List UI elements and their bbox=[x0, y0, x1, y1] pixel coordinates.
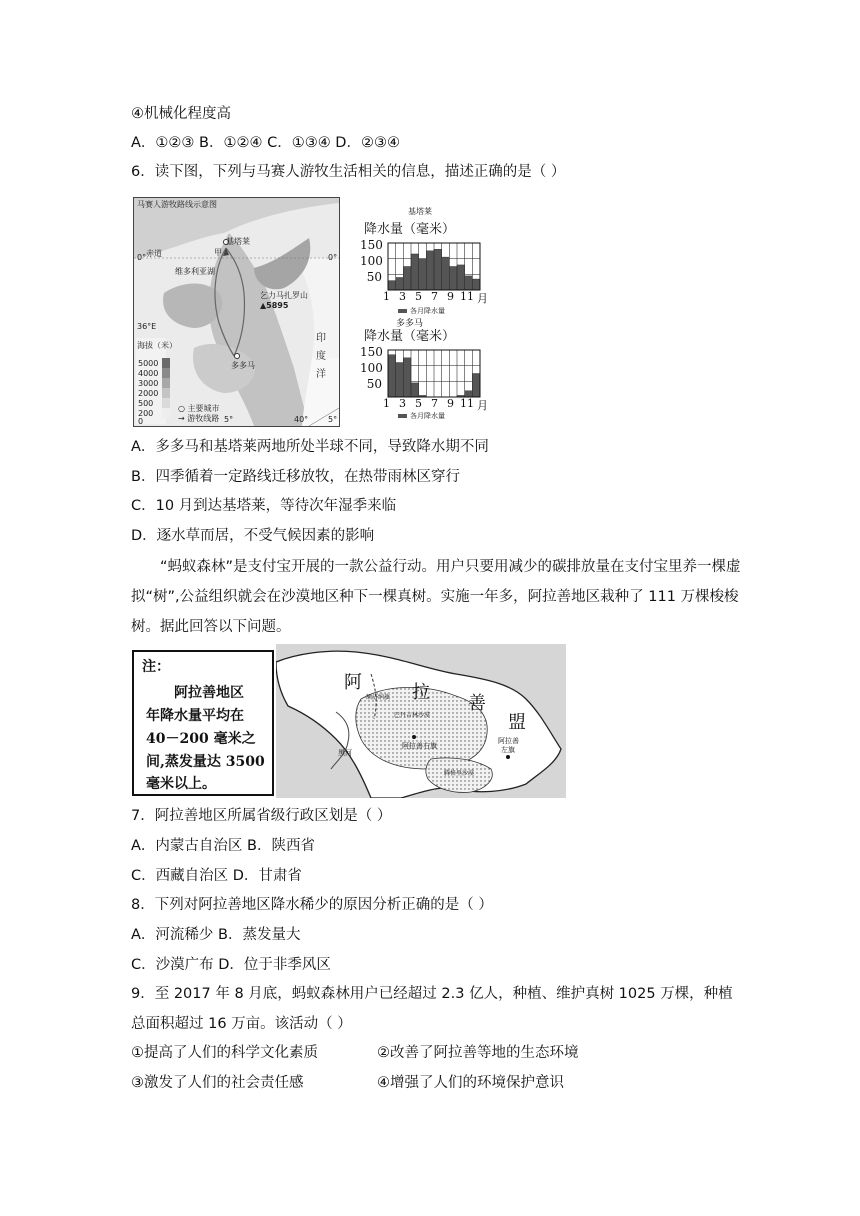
chart2-ytick-100: 100 bbox=[360, 361, 383, 375]
chart1-xtick-1: 1 bbox=[383, 290, 390, 303]
note-line-3: 40－200 毫米之 bbox=[146, 731, 256, 747]
chart2-bar-month-1 bbox=[388, 355, 396, 397]
chart1-bar-month-1 bbox=[388, 281, 396, 290]
q9-option-2: ②改善了阿拉善等地的生态环境 bbox=[377, 1045, 579, 1061]
peak-height: ▲5895 bbox=[260, 301, 289, 310]
map2-char-meng: 盟 bbox=[508, 712, 526, 733]
kitale-label: 基塔莱 bbox=[226, 237, 250, 246]
chart2-ytick-150: 150 bbox=[360, 345, 383, 359]
chart1-ylabel: 降水量（毫米） bbox=[364, 222, 456, 237]
kilimanjaro-label: 乞力马扎罗山 bbox=[260, 291, 308, 300]
indian-ocean-label: 印度洋 bbox=[316, 333, 326, 380]
chart2-bar-month-3 bbox=[403, 358, 411, 397]
q8-options-cd: C．沙漠广布 D．位于非季风区 bbox=[131, 957, 331, 973]
map2-char-a: 阿 bbox=[344, 672, 362, 693]
q5-option-4: ④机械化程度高 bbox=[131, 106, 231, 122]
chart2-ylabel: 降水量（毫米） bbox=[364, 329, 456, 344]
legend-swatch bbox=[398, 309, 407, 313]
lat-5s-left: 5° bbox=[224, 415, 234, 424]
alxa-league-map bbox=[276, 644, 566, 798]
chart2-xunit: 月 bbox=[477, 399, 488, 412]
chart1-bar-month-12 bbox=[472, 279, 480, 290]
chart1-xtick-7: 7 bbox=[431, 290, 438, 303]
map2-char-la: 拉 bbox=[412, 682, 430, 703]
chart2-bar-month-4 bbox=[411, 383, 419, 397]
victoria-label: 维多利亚湖 bbox=[175, 267, 215, 276]
chart1-bar-month-8 bbox=[442, 257, 450, 290]
tengger-label: 腾格里沙漠 bbox=[444, 770, 475, 777]
chart1-title: 基塔莱 bbox=[408, 207, 432, 216]
legend-swatch bbox=[398, 414, 407, 418]
chart2-legend-label: 各月降水量 bbox=[410, 412, 445, 420]
chart1-bar-month-3 bbox=[403, 267, 411, 291]
ejina-label: 额济纳旗 bbox=[366, 694, 391, 701]
q9-stem: 9．至 2017 年 8 月底，蚂蚁森林用户已经超过 2.3 亿人，种植、维护真树 1025 万棵，种植总面积超过 16 万亩。该活动（ ） bbox=[131, 986, 733, 1032]
q9-option-1: ①提高了人们的科学文化素质 bbox=[131, 1045, 318, 1061]
chart1-bar-month-11 bbox=[465, 276, 473, 290]
chart1-bar-month-9 bbox=[449, 267, 457, 291]
map1-title: 马赛人游牧路线示意图 bbox=[137, 200, 217, 209]
chart1-ytick-100: 100 bbox=[360, 254, 383, 268]
chart1-ytick-150: 150 bbox=[360, 238, 383, 252]
chart2-ytick-50: 50 bbox=[366, 377, 382, 391]
q7-options-ab: A．内蒙古自治区 B．陕西省 bbox=[131, 838, 315, 854]
q5-answer-choices: A．①②③ B．①②④ C．①③④ D．②③④ bbox=[131, 135, 400, 151]
elev-2000: 2000 bbox=[138, 389, 159, 398]
heihe-label: 黑河 bbox=[338, 749, 352, 757]
alxa-left-banner-label-2: 左旗 bbox=[501, 746, 515, 754]
chart1-bar-month-10 bbox=[457, 265, 465, 290]
note-line-1: 阿拉善地区 bbox=[174, 685, 244, 701]
note-label: 注： bbox=[142, 659, 170, 675]
elev-0: 0 bbox=[138, 417, 144, 426]
chart1-xtick-5: 5 bbox=[415, 290, 422, 303]
ant-forest-intro: “蚂蚁森林”是支付宝开展的一款公益行动。用户只要用减少的碳排放量在支付宝里养一棵虚拟“树”,公益组织就会在沙漠地区种下一棵真树。实施一年多，阿拉善地区栽种了 111 万棵梭梭树。据此回答以下问题。 bbox=[131, 559, 741, 635]
note-line-2: 年降水量平均在 bbox=[146, 708, 244, 724]
alxa-right-banner-label: 阿拉善右旗 bbox=[402, 742, 437, 750]
q6-option-a: A．多多马和基塔莱两地所处半球不同，导致降水期不同 bbox=[131, 439, 489, 455]
chart1-bar-month-4 bbox=[411, 254, 419, 290]
chart2-bar-month-12 bbox=[472, 374, 480, 398]
legend-route: → 游牧线路 bbox=[178, 414, 220, 423]
alxa-left-banner-label-1: 阿拉善 bbox=[498, 737, 519, 745]
elev-3000: 3000 bbox=[138, 379, 159, 388]
chart1-xtick-9: 9 bbox=[447, 290, 454, 303]
chart1-bar-month-5 bbox=[419, 259, 427, 290]
eq-right-label: 0° bbox=[328, 253, 338, 262]
q8-stem: 8．下列对阿拉善地区降水稀少的原因分析正确的是（ ） bbox=[131, 897, 493, 913]
chart2-xtick-3: 3 bbox=[399, 397, 406, 410]
chart1-xunit: 月 bbox=[477, 292, 488, 305]
chart2-xtick-7: 7 bbox=[431, 397, 438, 410]
lon-36-label: 36°E bbox=[137, 322, 157, 331]
chart1-bar-month-7 bbox=[434, 249, 442, 290]
masai-route-map bbox=[133, 197, 340, 427]
elevation-legend-title: 海拔（米） bbox=[137, 341, 177, 350]
chart1-bar-month-2 bbox=[396, 277, 404, 290]
chart2-bar-month-2 bbox=[396, 363, 404, 397]
badain-jaran-label: 巴丹吉林沙漠 bbox=[394, 712, 431, 719]
q6-option-b: B．四季循着一定路线迁移放牧，在热带雨林区穿行 bbox=[131, 469, 460, 485]
note-line-5: 毫米以上。 bbox=[146, 776, 216, 792]
chart2-xtick-9: 9 bbox=[447, 397, 454, 410]
legend-city: ○ 主要城市 bbox=[178, 404, 220, 413]
chart1-xtick-3: 3 bbox=[399, 290, 406, 303]
chart2-title: 多多马 bbox=[396, 319, 424, 329]
precipitation-charts bbox=[360, 206, 500, 422]
q7-stem: 7．阿拉善地区所属省级行政区划是（ ） bbox=[131, 808, 392, 824]
lat-5s-right: 5° bbox=[328, 415, 338, 424]
lon-40-label: 40° bbox=[294, 415, 309, 424]
chart1-bar-month-6 bbox=[426, 251, 434, 290]
q7-options-cd: C．西藏自治区 D．甘肃省 bbox=[131, 868, 302, 884]
chart1-legend bbox=[398, 306, 445, 316]
chart1-legend-label: 各月降水量 bbox=[410, 307, 445, 315]
q6-stem: 6．读下图，下列与马赛人游牧生活相关的信息，描述正确的是（ ） bbox=[131, 164, 566, 180]
elev-4000: 4000 bbox=[138, 369, 159, 378]
elev-500: 500 bbox=[138, 399, 154, 408]
q9-option-3: ③激发了人们的社会责任感 bbox=[131, 1075, 304, 1091]
alxa-note-box bbox=[132, 650, 274, 796]
chart2-xtick-5: 5 bbox=[415, 397, 422, 410]
chart2-xtick-11: 11 bbox=[460, 397, 474, 410]
elev-200: 200 bbox=[138, 409, 154, 418]
equator-label: 赤道 bbox=[146, 249, 162, 258]
q8-options-ab: A．河流稀少 B．蒸发量大 bbox=[131, 927, 301, 943]
eq-left-label: 0° bbox=[137, 253, 147, 262]
note-line-4: 间,蒸发量达 3500 bbox=[146, 754, 265, 770]
jia-label: 甲 bbox=[214, 248, 222, 257]
chart2-legend bbox=[398, 411, 445, 421]
dodoma-label: 多多马 bbox=[231, 361, 255, 370]
q9-option-4: ④增强了人们的环境保护意识 bbox=[377, 1075, 564, 1091]
chart2-xtick-1: 1 bbox=[383, 397, 390, 410]
chart1-xtick-11: 11 bbox=[460, 290, 474, 303]
q6-option-c: C．10 月到达基塔莱，等待次年湿季来临 bbox=[131, 498, 397, 514]
q6-option-d: D．逐水草而居，不受气候因素的影响 bbox=[131, 528, 375, 544]
elev-5000: 5000 bbox=[138, 359, 159, 368]
chart1-ytick-50: 50 bbox=[366, 270, 382, 284]
map2-char-shan: 善 bbox=[468, 693, 486, 714]
